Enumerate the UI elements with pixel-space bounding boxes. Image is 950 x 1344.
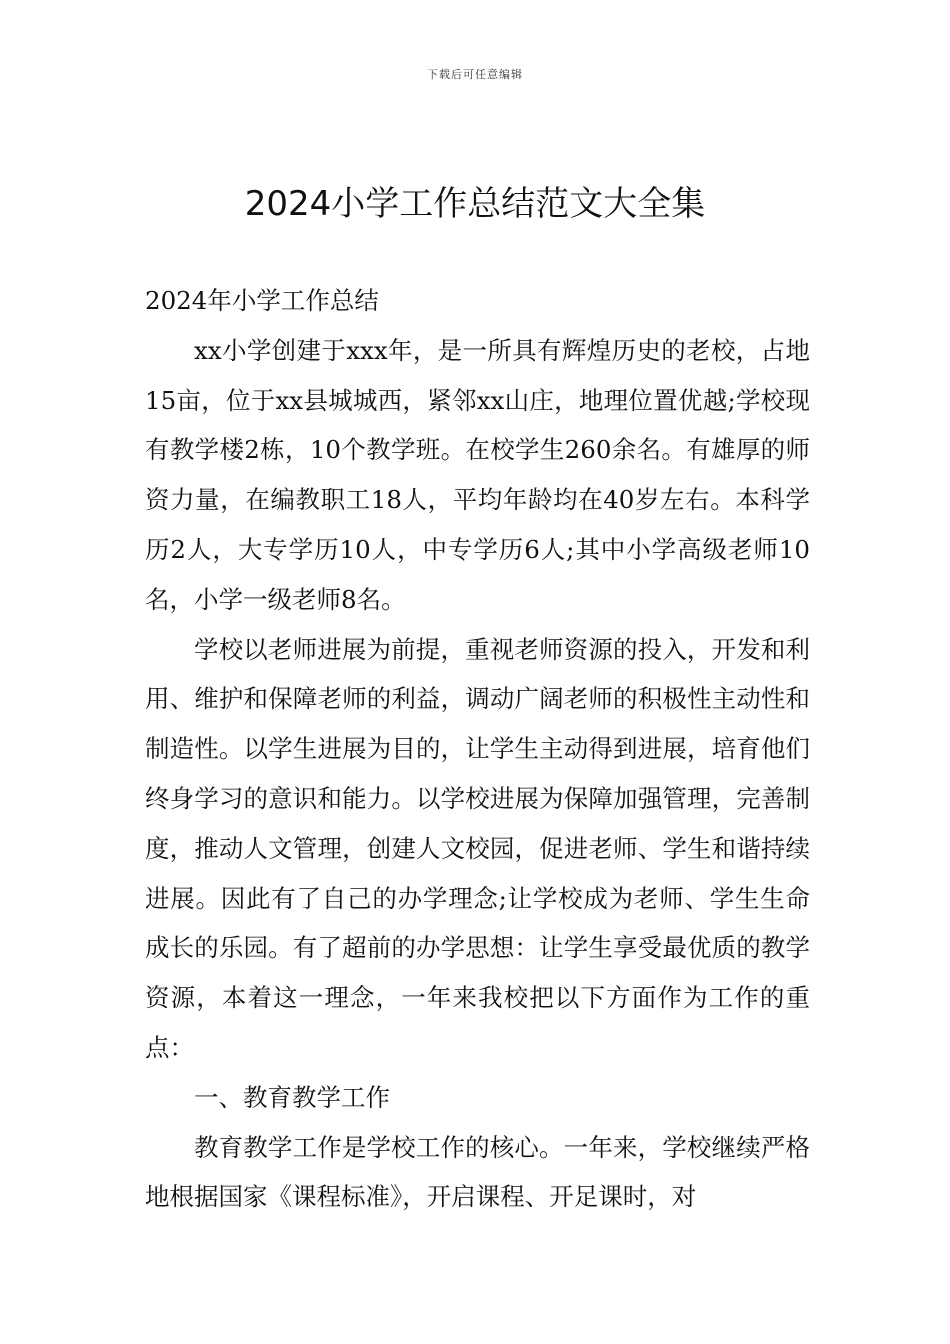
paragraph-school-philosophy: 学校以老师进展为前提，重视老师资源的投入，开发和利用、维护和保障老师的利益，调动广阔老师的积极性主动性和制造性。以学生进展为目的，让学生主动得到进展，培育他们终身学习的意识和能力。以学校进展为保障加强管理，完善制度，推动人文管理，创建人文校园，促进老师、学生和谐持续进展。因此有了自己的办学理念;让学校成为老师、学生生命成长的乐园。有了超前的办学思想：让学生享受最优质的教学资源，本着这一理念，一年来我校把以下方面作为工作的重点： bbox=[145, 634, 810, 1062]
subsection-heading: 一、教育教学工作 bbox=[194, 1082, 390, 1112]
section-heading: 2024年小学工作总结 bbox=[145, 286, 379, 315]
header-note: 下载后可任意编辑 bbox=[427, 68, 523, 81]
document-title: 2024小学工作总结范文大全集 bbox=[244, 184, 706, 224]
document-body bbox=[145, 276, 810, 1222]
paragraph-school-intro: xx小学创建于xxx年，是一所具有辉煌历史的老校，占地15亩，位于xx县城城西，紧邻xx山庄，地理位置优越;学校现有教学楼2栋，10个教学班。在校学生260余名。有雄厚的师资力量，在编教职工18人，平均年龄均在40岁左右。本科学历2人，大专学历10人，中专学历6人;其中小学高级老师10名，小学一级老师8名。 bbox=[145, 335, 810, 614]
paragraph-teaching-work: 教育教学工作是学校工作的核心。一年来，学校继续严格地根据国家《课程标准》，开启课程、开足课时，对 bbox=[145, 1132, 810, 1212]
